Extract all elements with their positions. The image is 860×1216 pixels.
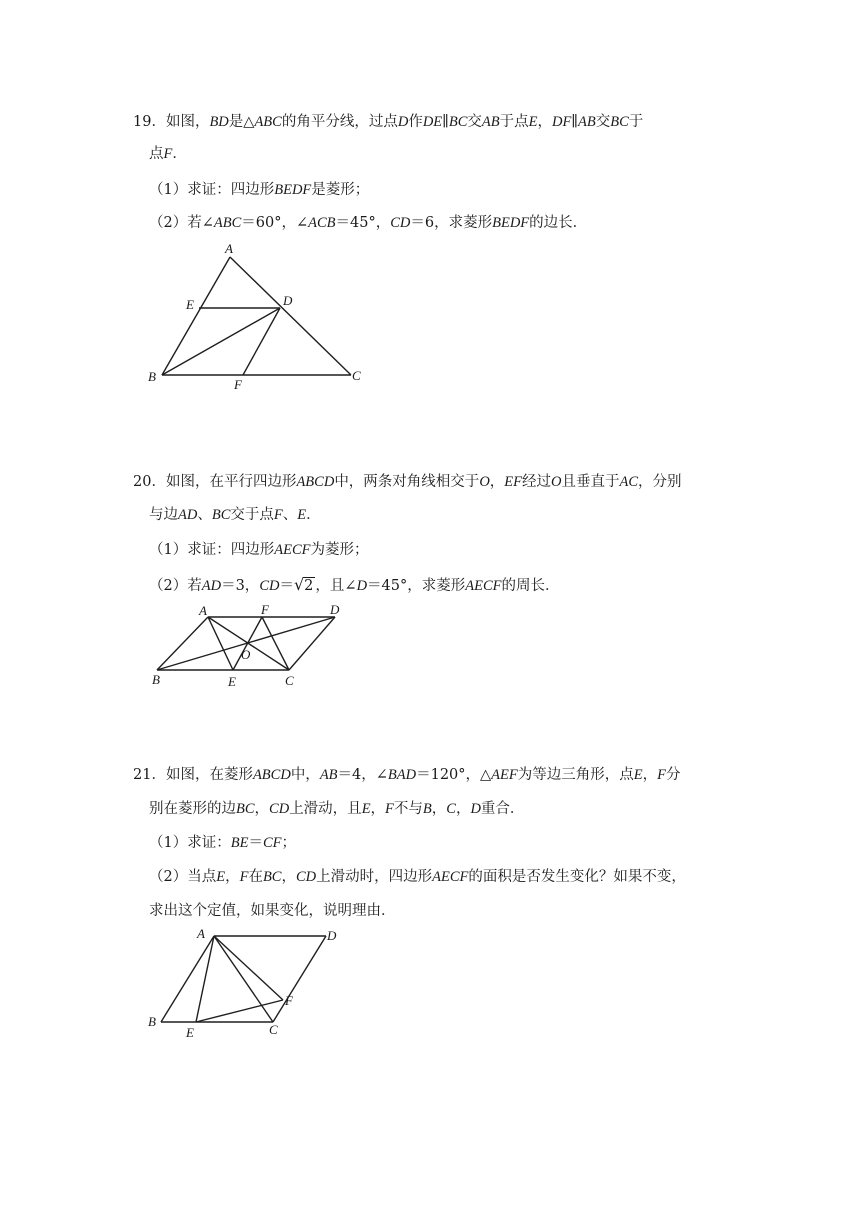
label-d: D [330, 602, 340, 617]
problem-19-part-1: （1）求证：四边形BEDF是菱形； [149, 182, 370, 198]
label-c: C [285, 673, 294, 688]
problem-19-part-2: （2）若∠ABC＝60°，∠ACB＝45°，CD＝6，求菱形BEDF的边长． [149, 215, 588, 231]
label-c: C [269, 1022, 278, 1037]
problem-19-stem-cont: 点F． [149, 146, 187, 162]
label-b: B [152, 672, 160, 687]
segment-ab [161, 936, 214, 1022]
label-e: E [186, 1025, 194, 1040]
problem-20-stem-cont: 与边AD、BC交于点F、E． [149, 507, 321, 523]
problem-21-part-2-cont: 求出这个定值，如果变化，说明理由． [149, 903, 396, 919]
label-f: F [285, 993, 293, 1008]
label-o: O [241, 647, 251, 662]
problem-number: 21． [133, 767, 166, 783]
label-b: B [148, 1014, 156, 1029]
problem-21-stem-cont: 别在菱形的边BC，CD上滑动，且E，F不与B，C，D重合． [149, 801, 525, 817]
problem-number: 20． [133, 474, 166, 490]
label-d: D [283, 293, 293, 308]
problem-21-stem: 21．如图，在菱形ABCD中，AB＝4，∠BAD＝120°，△AEF为等边三角形，点E，F分 [133, 767, 681, 783]
segment-ac [214, 936, 273, 1022]
problem-19-stem: 19．如图，BD是△ABC的角平分线，过点D作DE∥BC交AB于点E，DF∥AB交BC于 [133, 114, 644, 130]
segment-af [214, 936, 283, 1000]
segment-ae [196, 936, 214, 1022]
sqrt-symbol: √ [293, 575, 305, 594]
label-d: D [327, 928, 337, 943]
label-a: A [199, 603, 207, 618]
label-b: B [148, 369, 156, 384]
label-e: E [186, 297, 194, 312]
sqrt-radicand: 2 [304, 578, 314, 594]
label-a: A [197, 926, 205, 941]
segment-dc [273, 936, 326, 1022]
problem-20-part-2: （2）若AD＝3，CD＝√2 ，且∠D＝45°，求菱形AECF的周长． [149, 575, 560, 594]
problem-21-part-2: （2）当点E，F在BC，CD上滑动时，四边形AECF的面积是否发生变化？如果不变， [149, 869, 686, 885]
problem-21-part-1: （1）求证：BE＝CF； [149, 835, 296, 851]
label-f: F [261, 602, 269, 617]
label-e: E [228, 674, 236, 689]
problem-20-stem: 20．如图，在平行四边形ABCD中，两条对角线相交于O，EF经过O且垂直于AC，分别 [133, 474, 682, 490]
label-c: C [352, 368, 361, 383]
label-a: A [225, 241, 233, 256]
problem-20-part-1: （1）求证：四边形AECF为菱形； [149, 542, 369, 558]
problem-number: 19． [133, 114, 166, 130]
label-f: F [234, 377, 242, 392]
